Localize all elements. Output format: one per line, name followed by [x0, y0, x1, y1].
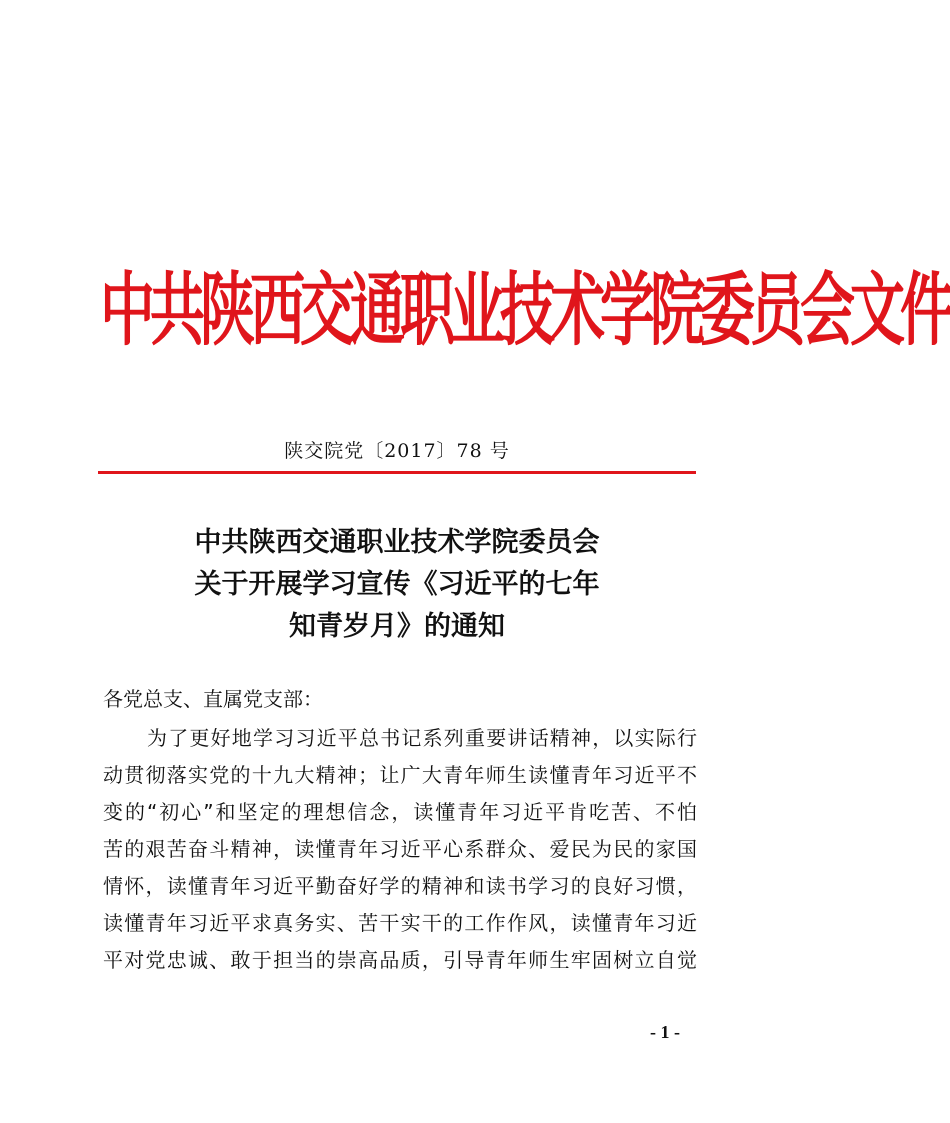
body-line-6: 读懂青年习近平求真务实、苦干实干的工作作风，读懂青年习近 — [103, 911, 697, 935]
body-line-1: 为了更好地学习习近平总书记系列重要讲话精神，以实际行 — [147, 726, 697, 750]
body-line-7: 平对党忠诚、敢于担当的崇高品质，引导青年师生牢固树立自觉 — [103, 948, 697, 972]
body-line-2: 动贯彻落实党的十九大精神；让广大青年师生读懂青年习近平不 — [103, 763, 697, 787]
notice-title-line-2: 关于开展学习宣传《习近平的七年 — [194, 569, 600, 600]
body-line-4: 苦的艰苦奋斗精神，读懂青年习近平心系群众、爱民为民的家国 — [103, 837, 697, 861]
body-line-5: 情怀，读懂青年习近平勤奋好学的精神和读书学习的良好习惯， — [103, 874, 697, 898]
body-line-3: 变的“初心”和坚定的理想信念，读懂青年习近平肯吃苦、不怕 — [103, 800, 697, 824]
notice-title-line-1: 中共陕西交通职业技术学院委员会 — [194, 527, 600, 558]
page-number: - 1 - — [650, 1022, 680, 1042]
salutation: 各党总支、直属党支部： — [103, 687, 323, 711]
red-divider-line — [98, 471, 696, 474]
notice-title-line-3: 知青岁月》的通知 — [289, 611, 505, 642]
document-number: 陕交院党〔2017〕78 号 — [284, 440, 510, 462]
masthead-title: 中共陕西交通职业技术学院委员会文件 — [100, 262, 950, 357]
